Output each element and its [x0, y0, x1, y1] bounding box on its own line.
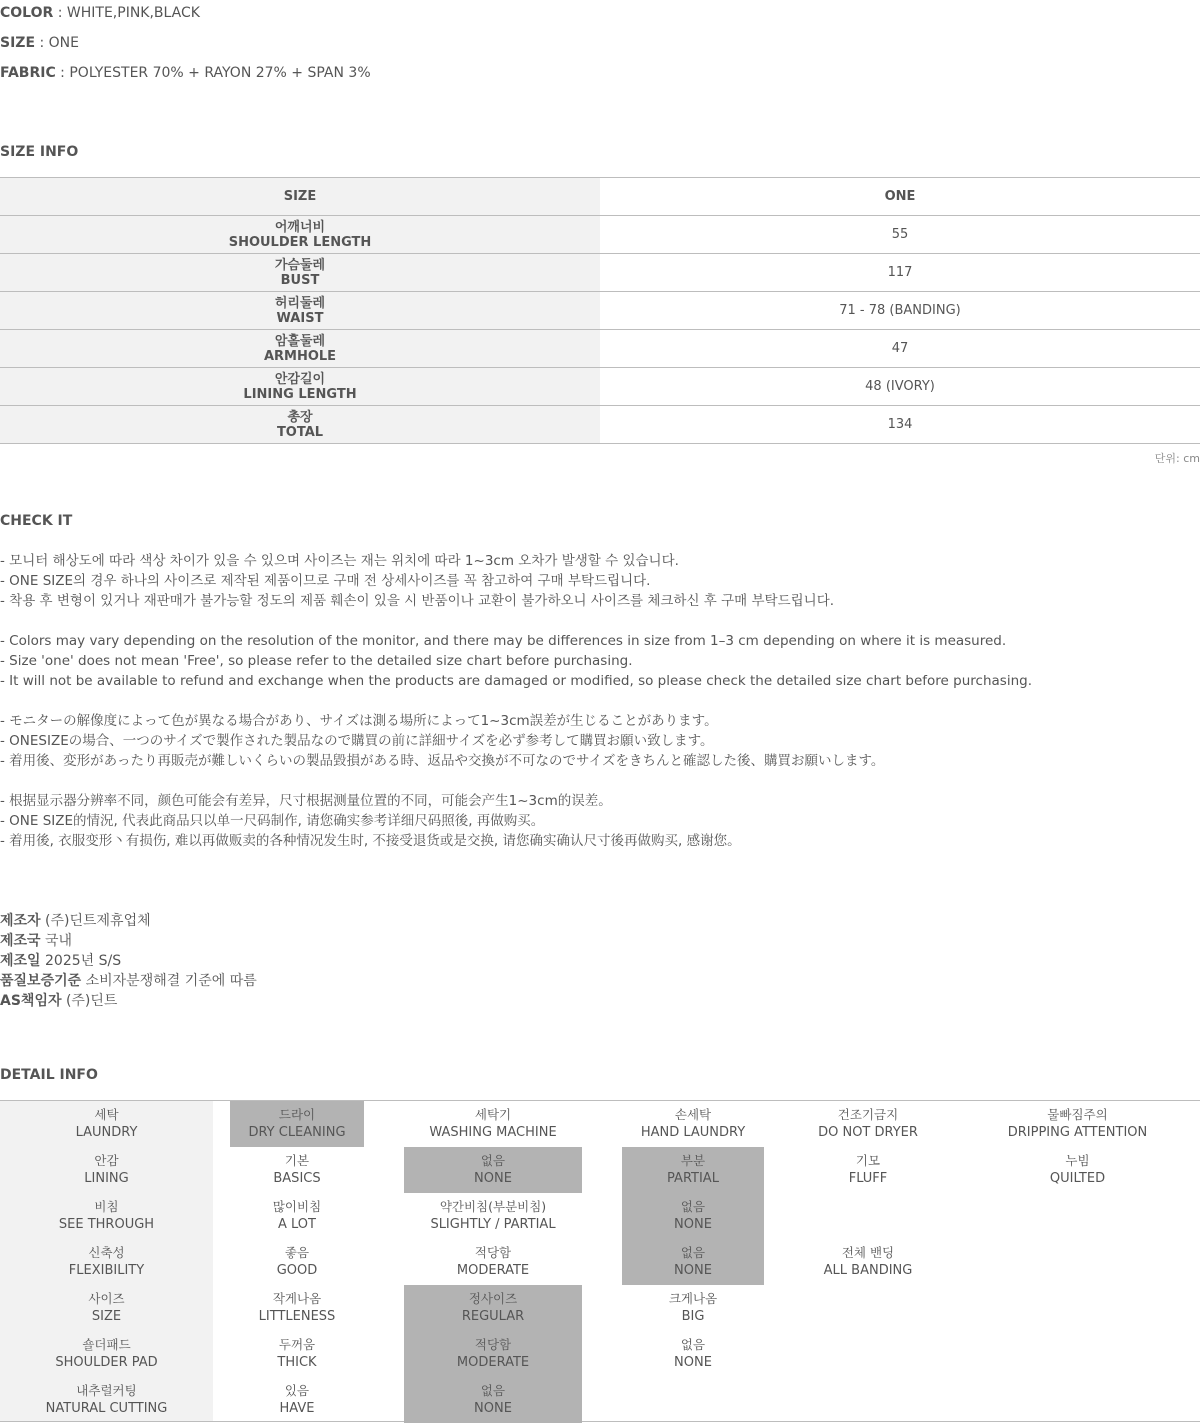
detail-en: NONE: [674, 1355, 712, 1370]
detail-option: [404, 1285, 582, 1331]
size-label-en: BUST: [280, 272, 320, 288]
detail-option: [404, 1193, 582, 1239]
detail-ko: 사이즈: [88, 1291, 125, 1306]
check-line: - 根据显示器分辨率不同，颜色可能会有差异，尺寸根据测量位置的不同，可能会产生1~3cm的误差。: [0, 793, 612, 809]
spec-fabric: [0, 63, 371, 83]
size-label-en: TOTAL: [276, 424, 324, 440]
detail-option: [622, 1193, 764, 1239]
detail-ko: 숄더패드: [82, 1337, 131, 1352]
detail-ko: 신축성: [88, 1245, 125, 1260]
size-label-ko: 암홀둘레: [274, 333, 326, 349]
detail-ko: 많이비침: [272, 1199, 322, 1214]
detail-ko: 안감: [94, 1153, 119, 1168]
detail-en: NONE: [674, 1217, 712, 1232]
maker-value: 국내: [40, 933, 73, 949]
detail-info-title: DETAIL INFO: [0, 1067, 98, 1083]
check-line: - ONESIZEの場合、一つのサイズで製作された製品なので購買の前に詳細サイズを必ず参考して購買お願い致します。: [0, 733, 714, 749]
size-label-en: LINING LENGTH: [243, 386, 357, 402]
detail-en: HAND LAUNDRY: [640, 1125, 746, 1140]
check-line: - Colors may vary depending on the resolution of the monitor, and there may be differences in size from 1–3 cm depending on where it is measured.: [0, 633, 1007, 649]
detail-en: A LOT: [278, 1217, 316, 1232]
detail-ko: 두꺼움: [278, 1337, 316, 1352]
detail-en: FLUFF: [848, 1171, 888, 1186]
detail-ko: 좋음: [284, 1245, 310, 1260]
maker-label: 제조국: [0, 933, 41, 949]
detail-option: [780, 1101, 956, 1147]
size-row-label: [0, 254, 600, 291]
detail-ko: 드라이: [278, 1107, 316, 1122]
detail-option: [230, 1239, 364, 1285]
detail-en: WASHING MACHINE: [429, 1125, 557, 1140]
size-label-en: SHOULDER LENGTH: [228, 234, 372, 250]
maker-value: 소비자분쟁해결 기준에 따름: [81, 973, 257, 989]
detail-ko: 없음: [680, 1245, 706, 1260]
check-line: - 着用後, 衣服变形丶有损伤, 难以再做贩卖的各种情况发生时, 不接受退货或是交换, 请您确实确认尺寸後再做购买, 感谢您。: [0, 833, 741, 849]
maker-label: AS책임자: [0, 993, 62, 1009]
detail-en: DRY CLEANING: [248, 1125, 346, 1140]
size-row-label: [0, 330, 600, 367]
spec-label: FABRIC: [0, 65, 56, 81]
detail-en: REGULAR: [461, 1309, 525, 1324]
detail-ko: 작게나옴: [272, 1291, 322, 1306]
detail-option: [622, 1101, 764, 1147]
spec-label: COLOR: [0, 5, 54, 21]
check-english: [0, 631, 1032, 691]
check-korean: [0, 551, 834, 611]
spec-value: : ONE: [35, 35, 79, 51]
detail-option: [404, 1239, 582, 1285]
check-line: - ONE SIZE的情況, 代表此商品只以单一尺码制作, 请您确实参考详细尺码照後, 再做购买。: [0, 813, 545, 829]
detail-ko: 없음: [680, 1199, 706, 1214]
size-row-value: 47: [891, 341, 909, 356]
detail-option: [622, 1239, 764, 1285]
detail-en: ALL BANDING: [823, 1263, 913, 1278]
detail-category: [0, 1101, 213, 1147]
detail-en: LINING: [84, 1171, 129, 1186]
check-line: - 着用後、変形があったり再販売が難しいくらいの製品毀損がある時、返品や交換が不可なのでサイズをきちんと確認した後、購買お願いします。: [0, 753, 885, 769]
maker-value: 2025년 S/S: [40, 953, 122, 969]
detail-en: QUILTED: [1049, 1171, 1106, 1186]
size-label-ko: 허리둘레: [274, 295, 326, 311]
detail-ko: 비침: [94, 1199, 119, 1214]
detail-ko: 약간비침(부분비침): [439, 1199, 547, 1214]
detail-en: HAVE: [279, 1401, 315, 1416]
check-line: - モニターの解像度によって色が異なる場合があり、サイズは測る場所によって1~3cm誤差が生じることがあります。: [0, 713, 718, 729]
detail-en: FLEXIBILITY: [68, 1263, 145, 1278]
detail-option: [230, 1377, 364, 1423]
detail-ko: 기모: [855, 1153, 881, 1168]
size-row: [0, 406, 1200, 444]
detail-ko: 없음: [480, 1383, 506, 1398]
size-label-en: ARMHOLE: [263, 348, 337, 364]
check-line: - Size 'one' does not mean 'Free', so please refer to the detailed size chart before purchasing.: [0, 653, 633, 669]
detail-option: [622, 1147, 764, 1193]
detail-option: [404, 1377, 582, 1423]
detail-option: [404, 1101, 582, 1147]
detail-ko: 세탁기: [474, 1107, 512, 1122]
spec-value: : WHITE,PINK,BLACK: [53, 5, 200, 21]
detail-option: [230, 1101, 364, 1147]
detail-ko: 전체 밴딩: [841, 1245, 895, 1260]
detail-ko: 부분: [680, 1153, 706, 1168]
maker-label: 품질보증기준: [0, 973, 82, 989]
size-row-label: [0, 216, 600, 253]
check-chinese: [0, 791, 741, 851]
size-row-value: 55: [891, 227, 909, 242]
detail-ko: 없음: [480, 1153, 506, 1168]
maker-line: [0, 991, 257, 1011]
check-line: - ONE SIZE의 경우 하나의 사이즈로 제작된 제품이므로 구매 전 상세사이즈를 꼭 참고하여 구매 부탁드립니다.: [0, 573, 651, 589]
detail-en: PARTIAL: [667, 1171, 719, 1186]
size-header-value: ONE: [884, 189, 916, 204]
detail-option: [230, 1193, 364, 1239]
detail-category: [0, 1239, 213, 1285]
maker-label: 제조자: [0, 913, 41, 929]
size-info-title: SIZE INFO: [0, 144, 79, 160]
detail-en: LAUNDRY: [75, 1125, 138, 1140]
size-label-ko: 총장: [287, 409, 313, 425]
detail-ko: 크게나옴: [668, 1291, 718, 1306]
detail-ko: 손세탁: [674, 1107, 712, 1122]
maker-line: [0, 951, 257, 971]
spec-label: SIZE: [0, 35, 36, 51]
manufacturer-info: [0, 911, 257, 1011]
detail-en: SEE THROUGH: [58, 1217, 155, 1232]
detail-option: [404, 1147, 582, 1193]
maker-line: [0, 911, 257, 931]
detail-option: [230, 1147, 364, 1193]
detail-option: [955, 1101, 1200, 1147]
detail-ko: 기본: [284, 1153, 310, 1168]
size-row-value: 71 - 78 (BANDING): [839, 303, 961, 318]
detail-en: NONE: [474, 1401, 512, 1416]
check-japanese: [0, 711, 884, 771]
size-row: [0, 368, 1200, 406]
detail-ko: 내추럴커팅: [76, 1383, 137, 1398]
maker-line: [0, 971, 257, 991]
detail-en: DO NOT DRYER: [818, 1125, 918, 1140]
size-header-label: SIZE: [0, 178, 600, 215]
size-label-ko: 어깨너비: [274, 219, 326, 235]
size-label-ko: 안감길이: [274, 371, 326, 387]
spec-value: : POLYESTER 70% + RAYON 27% + SPAN 3%: [55, 65, 371, 81]
detail-option: [230, 1331, 364, 1377]
detail-en: SLIGHTLY / PARTIAL: [430, 1217, 556, 1232]
detail-en: LITTLENESS: [258, 1309, 336, 1324]
check-line: - It will not be available to refund and exchange when the products are damaged or modified, so please check the detailed size chart before purchasing.: [0, 673, 1032, 689]
maker-label: 제조일: [0, 953, 41, 969]
size-table: [0, 177, 1200, 444]
size-label-ko: 가슴둘레: [274, 257, 326, 273]
detail-ko: 세탁: [94, 1107, 119, 1122]
detail-category: [0, 1193, 213, 1239]
size-row-label: [0, 406, 600, 443]
size-row-label: [0, 292, 600, 329]
detail-ko: 물빠짐주의: [1047, 1107, 1108, 1122]
check-it-title: CHECK IT: [0, 513, 73, 529]
size-table-header: [0, 178, 1200, 216]
detail-en: BIG: [681, 1309, 705, 1324]
spec-size: [0, 33, 79, 53]
detail-en: SHOULDER PAD: [55, 1355, 158, 1370]
detail-option: [622, 1285, 764, 1331]
detail-option: [230, 1285, 364, 1331]
detail-option: [780, 1147, 956, 1193]
size-row-label: [0, 368, 600, 405]
detail-ko: 없음: [680, 1337, 706, 1352]
detail-option: [955, 1147, 1200, 1193]
detail-en: BASICS: [273, 1171, 321, 1186]
size-row-value: 48 (IVORY): [865, 379, 935, 394]
check-line: - 착용 후 변형이 있거나 재판매가 불가능할 정도의 제품 훼손이 있을 시 반품이나 교환이 불가하오니 사이즈를 체크하신 후 구매 부탁드립니다.: [0, 593, 835, 609]
size-row: [0, 330, 1200, 368]
detail-en: MODERATE: [456, 1355, 530, 1370]
detail-grid: [0, 1100, 1200, 1422]
detail-en: GOOD: [276, 1263, 318, 1278]
detail-option: [780, 1239, 956, 1285]
maker-value: (주)딘트제휴업체: [40, 913, 151, 929]
detail-ko: 있음: [284, 1383, 310, 1398]
detail-ko: 적당함: [474, 1337, 512, 1352]
detail-category: [0, 1147, 213, 1193]
maker-line: [0, 931, 257, 951]
detail-category: [0, 1331, 213, 1377]
detail-en: NONE: [674, 1263, 712, 1278]
spec-color: [0, 3, 200, 23]
detail-en: NATURAL CUTTING: [45, 1401, 168, 1416]
detail-en: DRIPPING ATTENTION: [1007, 1125, 1148, 1140]
detail-en: THICK: [277, 1355, 317, 1370]
detail-ko: 누빔: [1065, 1153, 1090, 1168]
detail-en: MODERATE: [456, 1263, 530, 1278]
size-row-value: 117: [887, 265, 913, 280]
detail-category: [0, 1285, 213, 1331]
detail-en: SIZE: [91, 1309, 122, 1324]
maker-value: (주)딘트: [61, 993, 118, 1009]
unit-note: 단위: cm: [1154, 452, 1200, 465]
detail-option: [404, 1331, 582, 1377]
size-row: [0, 216, 1200, 254]
detail-ko: 적당함: [474, 1245, 512, 1260]
detail-option: [622, 1331, 764, 1377]
detail-ko: 건조기금지: [837, 1107, 899, 1122]
size-label-en: WAIST: [276, 310, 324, 326]
size-row-value: 134: [887, 417, 913, 432]
detail-en: NONE: [474, 1171, 512, 1186]
size-row: [0, 254, 1200, 292]
detail-ko: 정사이즈: [468, 1291, 518, 1306]
detail-category: [0, 1377, 213, 1423]
size-row: [0, 292, 1200, 330]
check-line: - 모니터 해상도에 따라 색상 차이가 있을 수 있으며 사이즈는 재는 위치에 따라 1~3cm 오차가 발생할 수 있습니다.: [0, 553, 679, 569]
